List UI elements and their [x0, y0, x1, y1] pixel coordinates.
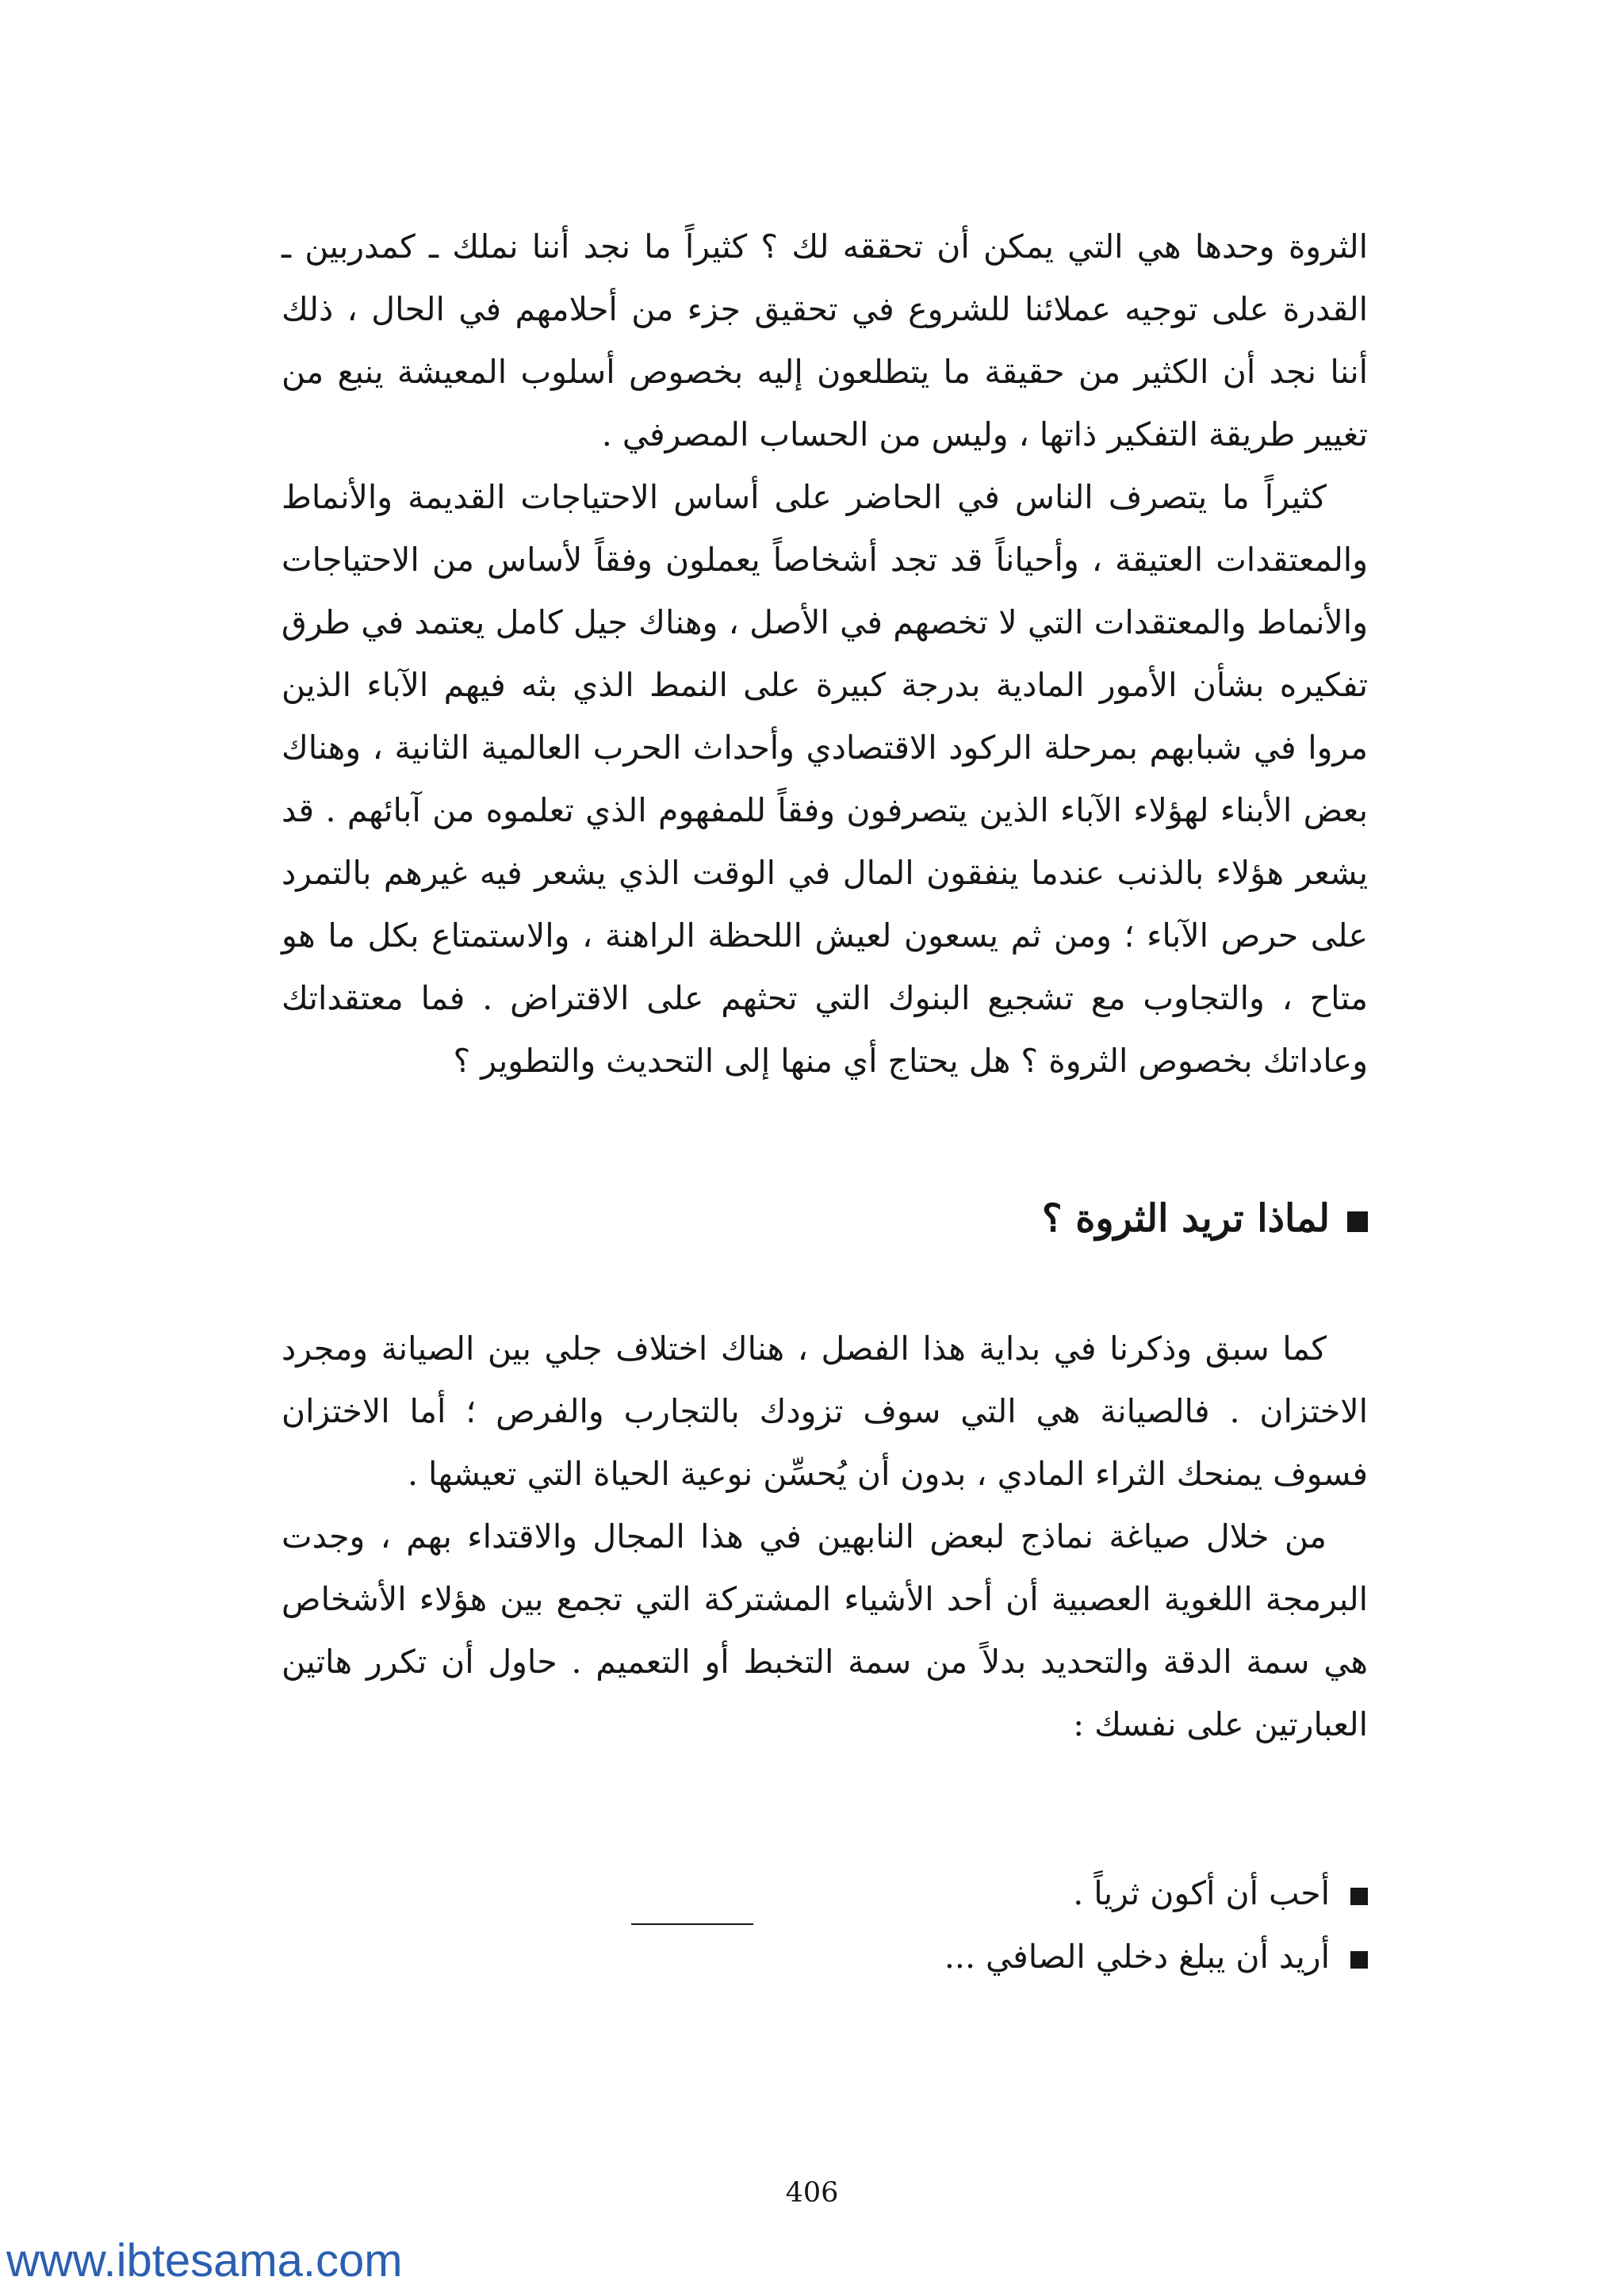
paragraph: الثروة وحدها هي التي يمكن أن تحققه لك ؟ كثيراً ما نجد أننا نملك ـ كمدربين ـ القدرة على توجيه عملائنا للشروع في تحقيق جزء من أحلامهم في الحال ، ذلك أننا نجد أن الكثير من حقيقة ما يتطلعون إليه بخصوص أسلوب المعيشة ينبع من تغيير طريقة التفكير ذاتها ، وليس من الحساب المصرفي . — [282, 228, 1368, 453]
bullet-list — [944, 1862, 1368, 1988]
text-section-1 — [282, 216, 1368, 1093]
square-bullet-icon — [1347, 1211, 1368, 1232]
watermark-link[interactable]: www.ibtesama.com — [6, 2235, 403, 2286]
text-section-2 — [282, 1318, 1368, 1756]
square-bullet-icon — [1350, 1951, 1368, 1969]
page-number: 406 — [785, 2177, 839, 2209]
paragraph: كما سبق وذكرنا في بداية هذا الفصل ، هناك اختلاف جلي بين الصيانة ومجرد الاختزان . فالصيانة هي التي سوف تزودك بالتجارب والفرص ؛ أما الاختزان فسوف يمنحك الثراء المادي ، بدون أن يُحسِّن نوعية الحياة التي تعيشها . — [282, 1330, 1368, 1493]
square-bullet-icon — [1350, 1888, 1368, 1905]
list-item-text: أريد أن يبلغ دخلي الصافي ... — [944, 1938, 1330, 1976]
footnote-divider — [631, 1923, 753, 1925]
paragraph: من خلال صياغة نماذج لبعض النابهين في هذا المجال والاقتداء بهم ، وجدت البرمجة اللغوية العصبية أن أحد الأشياء المشتركة التي تجمع بين هؤلاء الأشخاص هي سمة الدقة والتحديد بدلاً من سمة التخبط أو التعميم . حاول أن تكرر هاتين العبارتين على نفسك : — [282, 1517, 1368, 1743]
section-heading — [1042, 1191, 1368, 1246]
list-item — [944, 1862, 1368, 1925]
section-heading-text: لماذا تريد الثروة ؟ — [1042, 1196, 1330, 1241]
list-item-text: أحب أن أكون ثرياً . — [1073, 1874, 1330, 1912]
paragraph: كثيراً ما يتصرف الناس في الحاضر على أساس الاحتياجات القديمة والأنماط والمعتقدات العتيقة ، وأحياناً قد تجد أشخاصاً يعملون وفقاً لأساس من الاحتياجات والأنماط والمعتقدات التي لا تخصهم في الأصل ، وهناك جيل كامل يعتمد في طرق تفكيره بشأن الأمور المادية بدرجة كبيرة على النمط الذي بثه فيهم الآباء الذين مروا في شبابهم بمرحلة الركود الاقتصادي وأحداث الحرب العالمية الثانية ، وهناك بعض الأبناء لهؤلاء الآباء الذين يتصرفون وفقاً للمفهوم الذي تعلموه من آبائهم . قد يشعر هؤلاء بالذنب عندما ينفقون المال في الوقت الذي يشعر فيه غيرهم بالتمرد على حرص الآباء ؛ ومن ثم يسعون لعيش اللحظة الراهنة ، والاستمتاع بكل ما هو متاح ، والتجاوب مع تشجيع البنوك التي تحثهم على الاقتراض . فما معتقداتك وعاداتك بخصوص الثروة ؟ هل يحتاج أي منها إلى التحديث والتطوير ؟ — [282, 478, 1368, 1080]
list-item — [944, 1925, 1368, 1988]
